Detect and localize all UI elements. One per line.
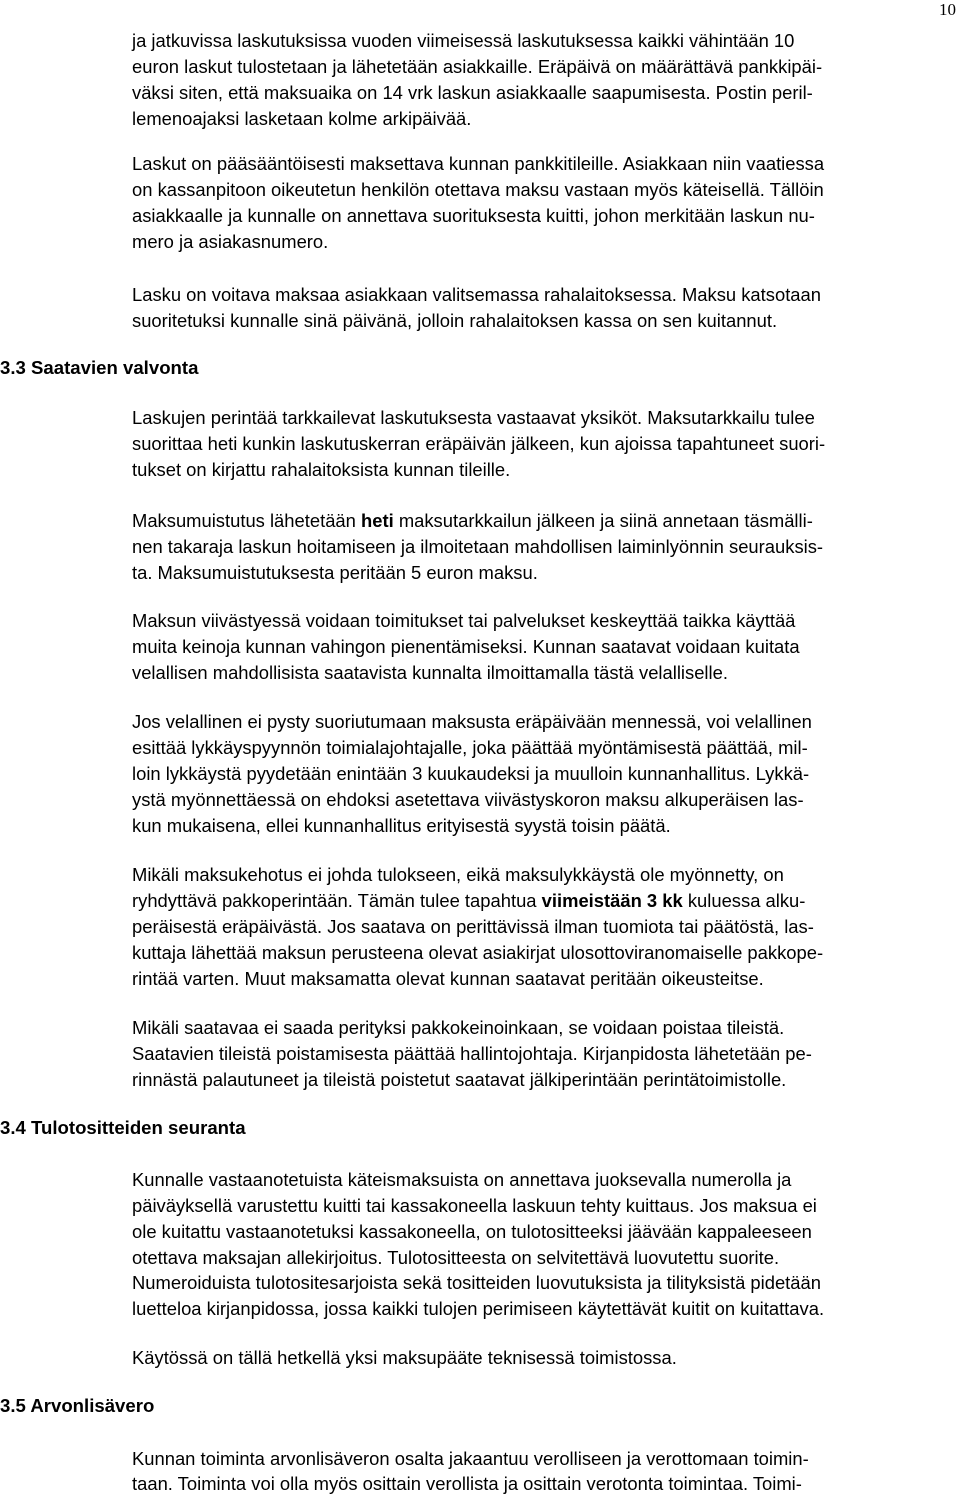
section-heading-3-3: 3.3 Saatavien valvonta bbox=[0, 357, 199, 378]
text-line: Numeroiduista tulotositesarjoista sekä tositteiden luovutuksista ja tilityksistä pidetään bbox=[132, 1272, 821, 1293]
text-line: Kunnan toiminta arvonlisäveron osalta jakaantuu verolliseen ja verottomaan toimin- bbox=[132, 1448, 809, 1469]
text-line: loin lykkäystä pyydetään enintään 3 kuukaudeksi ja muulloin kunnanhallitus. Lykkä- bbox=[132, 763, 810, 784]
text-line: taan. Toiminta voi olla myös osittain verollista ja osittain verotonta toimintaa. Toimi- bbox=[132, 1473, 802, 1494]
text-line: Kunnalle vastaanotetuista käteismaksuista on annettava juoksevalla numerolla ja bbox=[132, 1169, 792, 1190]
text-line: kuttaja lähettää maksun perusteena olevat asiakirjat ulosottoviranomaiselle pakkope- bbox=[132, 942, 824, 963]
text-line: ole kuitattu vastaanotetuksi kassakoneella, on tulotositteeksi jäävään kappaleeseen bbox=[132, 1221, 812, 1242]
text-line: euron laskut tulostetaan ja lähetetään asiakkaille. Eräpäivä on määrättävä pankkipäi- bbox=[132, 56, 823, 77]
emphasis-bold: heti bbox=[361, 510, 394, 531]
text-line: asiakkaalle ja kunnalle on annettava suorituksesta kuitti, johon merkitään laskun nu- bbox=[132, 205, 815, 226]
text-line: rintää varten. Muut maksamatta olevat kunnan saatavat peritään oikeusteitse. bbox=[132, 968, 764, 989]
text-line: rinnästä palautuneet ja tileistä poistetut saatavat jälkiperintään perintätoimistolle. bbox=[132, 1069, 787, 1090]
text-line: suorittaa heti kunkin laskutuskerran eräpäivän jälkeen, kun ajoissa tapahtuneet suori- bbox=[132, 433, 826, 454]
text-line: Saatavien tileistä poistamisesta päättää hallintojohtaja. Kirjanpidosta lähetetään pe- bbox=[132, 1043, 812, 1064]
text-line: ja jatkuvissa laskutuksissa vuoden viimeisessä laskutuksessa kaikki vähintään 10 bbox=[132, 30, 795, 51]
text-line: lemenoajaksi lasketaan kolme arkipäivää. bbox=[132, 108, 472, 129]
text-line: kun mukaisena, ellei kunnanhallitus erityisestä syystä toisin päätä. bbox=[132, 815, 671, 836]
section-heading-3-5: 3.5 Arvonlisävero bbox=[0, 1395, 155, 1416]
text-line: Mikäli saatavaa ei saada perityksi pakkokeinoinkaan, se voidaan poistaa tileistä. bbox=[132, 1017, 785, 1038]
text-line: luetteloa kirjanpidossa, jossa kaikki tulojen perimiseen käytettävät kuitit on kuitattava. bbox=[132, 1298, 825, 1319]
text-line: peräisestä eräpäivästä. Jos saatava on perittävissä ilman tuomiota tai päätöstä, las- bbox=[132, 916, 814, 937]
text-line: ta. Maksumuistutuksesta peritään 5 euron maksu. bbox=[132, 562, 538, 583]
text-line: väksi siten, että maksuaika on 14 vrk laskun asiakkaalle saapumisesta. Postin peril- bbox=[132, 82, 813, 103]
emphasis-bold: viimeistään 3 kk bbox=[541, 890, 683, 911]
text-line: Lasku on voitava maksaa asiakkaan valitsemassa rahalaitoksessa. Maksu katsotaan bbox=[132, 284, 821, 305]
text-line: esittää lykkäyspyynnön toimialajohtajalle, joka päättää myöntämisestä päättää, mil- bbox=[132, 737, 808, 758]
text-line: nen takaraja laskun hoitamiseen ja ilmoitetaan mahdollisen laiminlyönnin seurauksis- bbox=[132, 536, 824, 557]
text-line: on kassanpitoon oikeutetun henkilön otettava maksu vastaan myös käteisellä. Tällöin bbox=[132, 179, 824, 200]
text-line: Jos velallinen ei pysty suoriutumaan maksusta eräpäivään mennessä, voi velallinen bbox=[132, 711, 812, 732]
text-line: ystä myönnettäessä on ehdoksi asetettava viivästyskoron maksu alkuperäisen las- bbox=[132, 789, 804, 810]
text-line: mero ja asiakasnumero. bbox=[132, 231, 329, 252]
text-line: Laskujen perintää tarkkailevat laskutuksesta vastaavat yksiköt. Maksutarkkailu tulee bbox=[132, 407, 815, 428]
text-line: Maksumuistutus lähetetään heti maksutarkkailun jälkeen ja siinä annetaan täsmälli- bbox=[132, 510, 813, 531]
text-line: suoritetuksi kunnalle sinä päivänä, jolloin rahalaitoksen kassa on sen kuitannut. bbox=[132, 310, 778, 331]
text-line: päiväyksellä varustettu kuitti tai kassakoneella laskuun tehty kuittaus. Jos maksua ei bbox=[132, 1195, 817, 1216]
text-line: velallisen mahdollisista saatavista kunnalta ilmoittamalla tästä velalliselle. bbox=[132, 662, 728, 683]
text-line: Mikäli maksukehotus ei johda tulokseen, eikä maksulykkäystä ole myönnetty, on bbox=[132, 864, 784, 885]
section-heading-3-4: 3.4 Tulotositteiden seuranta bbox=[0, 1117, 246, 1138]
text-line: Laskut on pääsääntöisesti maksettava kunnan pankkitileille. Asiakkaan niin vaatiessa bbox=[132, 153, 825, 174]
text-line: otettava maksajan allekirjoitus. Tulotositteesta on selvitettävä luovutettu suorite. bbox=[132, 1247, 780, 1268]
text-line: ryhdyttävä pakkoperintään. Tämän tulee tapahtua viimeistään 3 kk kuluessa alku- bbox=[132, 890, 806, 911]
page-number: 10 bbox=[939, 0, 956, 19]
text-line: muita keinoja kunnan vahingon pienentämiseksi. Kunnan saatavat voidaan kuitata bbox=[132, 636, 800, 657]
text-line: Käytössä on tällä hetkellä yksi maksupääte teknisessä toimistossa. bbox=[132, 1347, 677, 1368]
text-line: Maksun viivästyessä voidaan toimitukset tai palvelukset keskeyttää taikka käyttää bbox=[132, 610, 796, 631]
text-line: tukset on kirjattu rahalaitoksista kunnan tileille. bbox=[132, 459, 511, 480]
